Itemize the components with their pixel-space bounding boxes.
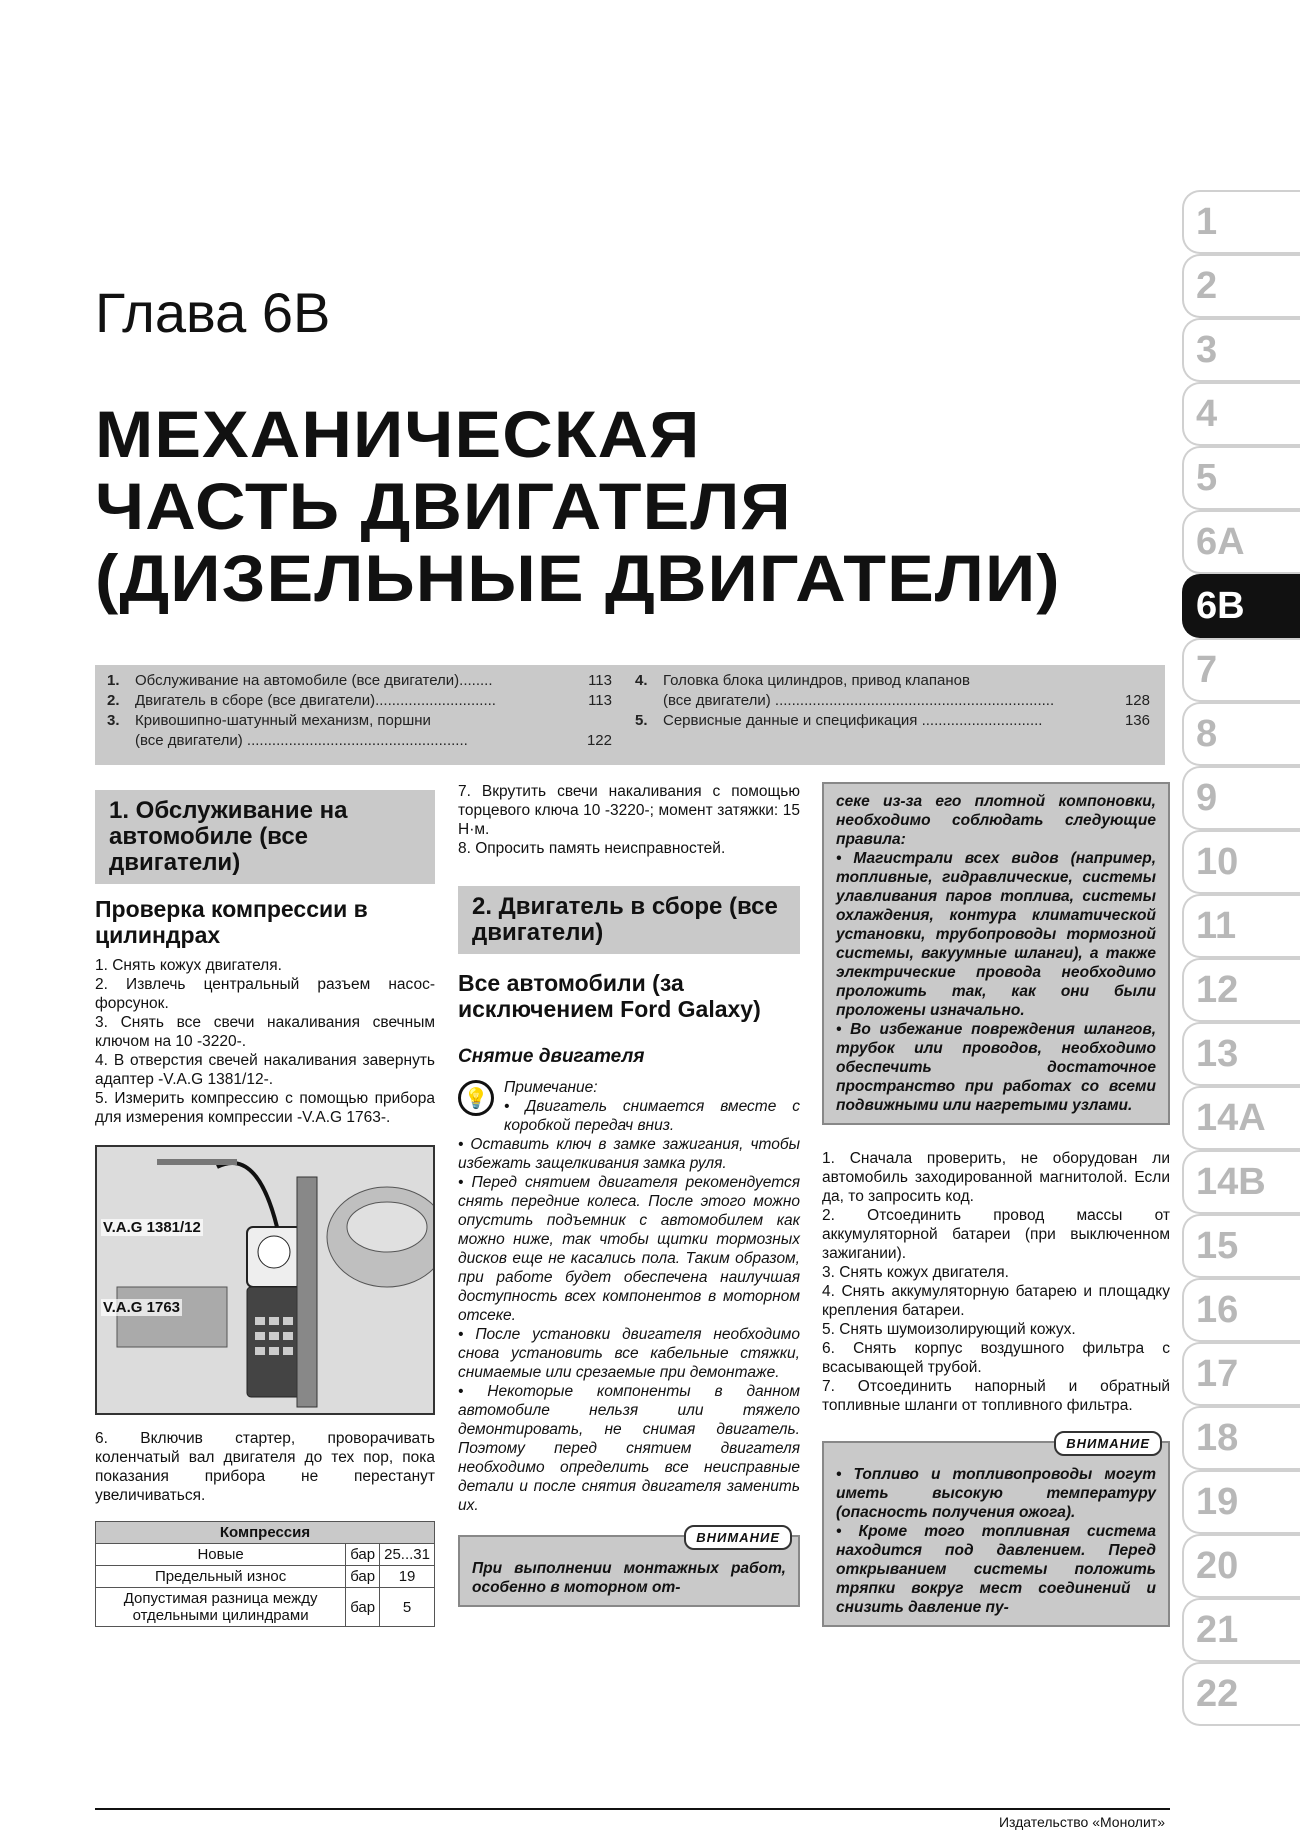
- table-title: Компрессия: [96, 1522, 435, 1544]
- note-item: • Перед снятием двигателя рекомендуется снять передние колеса. После этого можно опустить подъемник с автомобилем как можно ниже, так чтобы щитки тормозных дисков еще не касались пола. Таким образом, при работе будет обеспечена наилучшая доступность всех компонентов в моторном отсеке.: [458, 1174, 800, 1324]
- toc-number: [107, 731, 135, 751]
- toc-number: 5.: [635, 712, 648, 729]
- table-cell: Предельный износ: [96, 1566, 346, 1588]
- table-row: [96, 1544, 435, 1566]
- toc-entry: [635, 671, 1150, 691]
- toc-title: Головка блока цилиндров, привод клапанов: [663, 672, 970, 689]
- chapter-tab: 15: [1182, 1214, 1300, 1278]
- chapter-tabs: [1182, 190, 1300, 1726]
- note-label: Примечание:: [504, 1079, 598, 1096]
- table-cell: бар: [346, 1588, 380, 1627]
- title-line: ЧАСТЬ ДВИГАТЕЛЯ: [95, 469, 792, 543]
- toc-entry: [107, 691, 612, 711]
- subsection-heading-2: Все автомобили (за исключением Ford Galaxy): [458, 970, 761, 1022]
- warning-item: • Топливо и топливопроводы могут иметь высокую температуру (опасность получения ожога).: [836, 1466, 1156, 1521]
- toc-title: (все двигатели) .....................................................: [135, 732, 468, 749]
- section-heading: 1. Обслуживание на автомобиле (все двигатели): [95, 790, 435, 884]
- chapter-tab: 17: [1182, 1342, 1300, 1406]
- adapter-label: V.A.G 1381/12: [103, 1219, 201, 1236]
- warning-box: [458, 1530, 800, 1607]
- toc-number: [635, 691, 663, 711]
- chapter-tab: 16: [1182, 1278, 1300, 1342]
- toc-entry: [635, 691, 1150, 711]
- chapter-tab: 14A: [1182, 1086, 1300, 1150]
- toc-number: 1.: [107, 672, 120, 689]
- note-block: [458, 1078, 800, 1515]
- table-cell: бар: [346, 1544, 380, 1566]
- table-cell: Допустимая разница между отдельными цилиндрами: [96, 1588, 346, 1627]
- toc-number: 2.: [107, 692, 120, 709]
- step-item: 8. Опросить память неисправностей.: [458, 840, 726, 857]
- note-item: • Некоторые компоненты в данном автомобиле нельзя или тяжело демонтировать, не снимая двигатель. Поэтому перед снятием двигателя необходимо определить все неисправные детали и после снятия двигателя заменить их.: [458, 1383, 800, 1514]
- toc-number: 4.: [635, 672, 648, 689]
- chapter-tab: 18: [1182, 1406, 1300, 1470]
- chapter-tab: 11: [1182, 894, 1300, 958]
- compression-table: [95, 1521, 435, 1627]
- toc-page: 122: [586, 732, 612, 749]
- step-item: 3. Снять кожух двигателя.: [822, 1264, 1009, 1281]
- column-middle: [458, 782, 800, 1607]
- warning-box-2: [822, 1436, 1170, 1627]
- table-cell: 5: [380, 1588, 435, 1627]
- step-item: 5. Измерить компрессию с помощью прибора для измерения компрессии -V.A.G 1763-.: [95, 1090, 435, 1126]
- toc-entry: [107, 731, 612, 751]
- chapter-tab: 14B: [1182, 1150, 1300, 1214]
- lightbulb-icon: 💡: [458, 1080, 494, 1116]
- step-item: 1. Сначала проверить, не оборудован ли автомобиль заходированной магнитолой. Если да, то запросить код.: [822, 1150, 1170, 1205]
- compression-test-photo: [95, 1145, 435, 1415]
- toc-entry: [107, 711, 612, 731]
- step-item: 2. Отсоединить провод массы от аккумуляторной батареи (при выключенном зажигании).: [822, 1207, 1170, 1262]
- table-of-contents: [95, 665, 1165, 765]
- chapter-tab: 19: [1182, 1470, 1300, 1534]
- warning-tag: ВНИМАНИЕ: [1054, 1431, 1162, 1456]
- step-item: 4. Снять аккумуляторную батарею и площадку крепления батареи.: [822, 1283, 1170, 1319]
- note-item: • Оставить ключ в замке зажигания, чтобы избежать защелкивания замка руля.: [458, 1136, 800, 1172]
- removal-heading: Снятие двигателя: [458, 1046, 645, 1067]
- toc-page: [580, 711, 612, 731]
- chapter-tab: 21: [1182, 1598, 1300, 1662]
- chapter-tab: 9: [1182, 766, 1300, 830]
- chapter-tab: 12: [1182, 958, 1300, 1022]
- note-item: • Двигатель снимается вместе с коробкой передач вниз.: [504, 1098, 800, 1134]
- footer-rule: [95, 1808, 1170, 1810]
- chapter-tab: 1: [1182, 190, 1300, 254]
- step-item: 2. Извлечь центральный разъем насос-форсунок.: [95, 976, 435, 1012]
- table-cell: 19: [380, 1566, 435, 1588]
- publisher: Издательство «Монолит»: [998, 1814, 1165, 1830]
- step-6: 6. Включив стартер, проворачивать коленчатый вал двигателя до тех пор, пока показания прибора не перестанут увеличиваться.: [95, 1430, 435, 1504]
- chapter-tab: 13: [1182, 1022, 1300, 1086]
- toc-title: Обслуживание на автомобиле (все двигатели)........: [135, 672, 493, 689]
- table-row: [96, 1588, 435, 1627]
- engine-diagram: [97, 1147, 435, 1415]
- step-item: 7. Вкрутить свечи накаливания с помощью торцевого ключа 10 -3220-; момент затяжки: 15 Н·м.: [458, 783, 800, 838]
- toc-entry: [107, 671, 612, 691]
- chapter-tab: 2: [1182, 254, 1300, 318]
- warning-box-continued: [822, 782, 1170, 1125]
- step-item: 6. Снять корпус воздушного фильтра с всасывающей трубой.: [822, 1340, 1170, 1376]
- chapter-label: Глава 6В: [95, 281, 331, 344]
- table-row: [96, 1566, 435, 1588]
- chapter-tab: 4: [1182, 382, 1300, 446]
- chapter-tab: 22: [1182, 1662, 1300, 1726]
- toc-page: [1118, 671, 1150, 691]
- toc-right-column: [635, 671, 1150, 731]
- column-left: [95, 790, 435, 1627]
- toc-page: 136: [1124, 712, 1150, 729]
- toc-entry: [635, 711, 1150, 731]
- note-item: • После установки двигателя необходимо снова установить все кабельные стяжки, снимаемые или срезаемые при демонтаже.: [458, 1326, 800, 1381]
- subsection-heading: Проверка компрессии в цилиндрах: [95, 896, 368, 948]
- toc-title: Сервисные данные и спецификация .............................: [663, 712, 1043, 729]
- warning-item: • Кроме того топливная система находится под давлением. Перед открыванием системы положить тряпки вокруг мест соединений и снизить давление пу-: [836, 1523, 1156, 1616]
- table-cell: бар: [346, 1566, 380, 1588]
- step-item: 1. Снять кожух двигателя.: [95, 957, 282, 974]
- toc-page: 113: [588, 672, 612, 689]
- warning-item: • Во избежание повреждения шлангов, трубок или проводов, необходимо обеспечить достаточное пространство при работах со всеми подвижными или нагретыми узлами.: [836, 1021, 1156, 1114]
- toc-title: Двигатель в сборе (все двигатели).............................: [135, 692, 496, 709]
- warning-text: секе из-за его плотной компоновки, необходимо соблюдать следующие правила:: [836, 793, 1156, 848]
- page-title: [95, 397, 1061, 615]
- toc-page: 113: [588, 692, 612, 709]
- toc-title: Кривошипно-шатунный механизм, поршни: [135, 712, 431, 729]
- warning-item: • Магистрали всех видов (например, топливные, гидравлические, системы улавливания паров топлива, системы охлаждения, контура климатической установки, трубопроводы тормозной системы, вакуумные шланги), а также электрические провода необходимо проложить так, как они были проложены изначально.: [836, 850, 1156, 1019]
- warning-tag: ВНИМАНИЕ: [684, 1525, 792, 1550]
- chapter-tab: 8: [1182, 702, 1300, 766]
- title-line: (ДИЗЕЛЬНЫЕ ДВИГАТЕЛИ): [95, 541, 1061, 615]
- chapter-tab: 6B: [1182, 574, 1300, 638]
- title-line: МЕХАНИЧЕСКАЯ: [95, 397, 701, 471]
- warning-text: При выполнении монтажных работ, особенно в моторном от-: [472, 1560, 786, 1596]
- step-item: 4. В отверстия свечей накаливания завернуть адаптер -V.A.G 1381/12-.: [95, 1052, 435, 1088]
- step-item: 3. Снять все свечи накаливания свечным ключом на 10 -3220-.: [95, 1014, 435, 1050]
- step-item: 5. Снять шумоизолирующий кожух.: [822, 1321, 1076, 1338]
- chapter-tab: 6A: [1182, 510, 1300, 574]
- step-item: 7. Отсоединить напорный и обратный топливные шланги от топливного фильтра.: [822, 1378, 1170, 1414]
- chapter-tab: 5: [1182, 446, 1300, 510]
- chapter-tab: 7: [1182, 638, 1300, 702]
- toc-number: 3.: [107, 712, 120, 729]
- toc-title: (все двигатели) ...................................................................: [663, 692, 1055, 709]
- toc-left-column: [107, 671, 612, 751]
- gauge-label: V.A.G 1763: [103, 1299, 180, 1316]
- chapter-tab: 10: [1182, 830, 1300, 894]
- chapter-tab: 3: [1182, 318, 1300, 382]
- chapter-tab: 20: [1182, 1534, 1300, 1598]
- section-heading-2: 2. Двигатель в сборе (все двигатели): [458, 886, 800, 954]
- table-cell: 25...31: [380, 1544, 435, 1566]
- toc-page: 128: [1124, 692, 1150, 709]
- table-cell: Новые: [96, 1544, 346, 1566]
- column-right: [822, 782, 1170, 1627]
